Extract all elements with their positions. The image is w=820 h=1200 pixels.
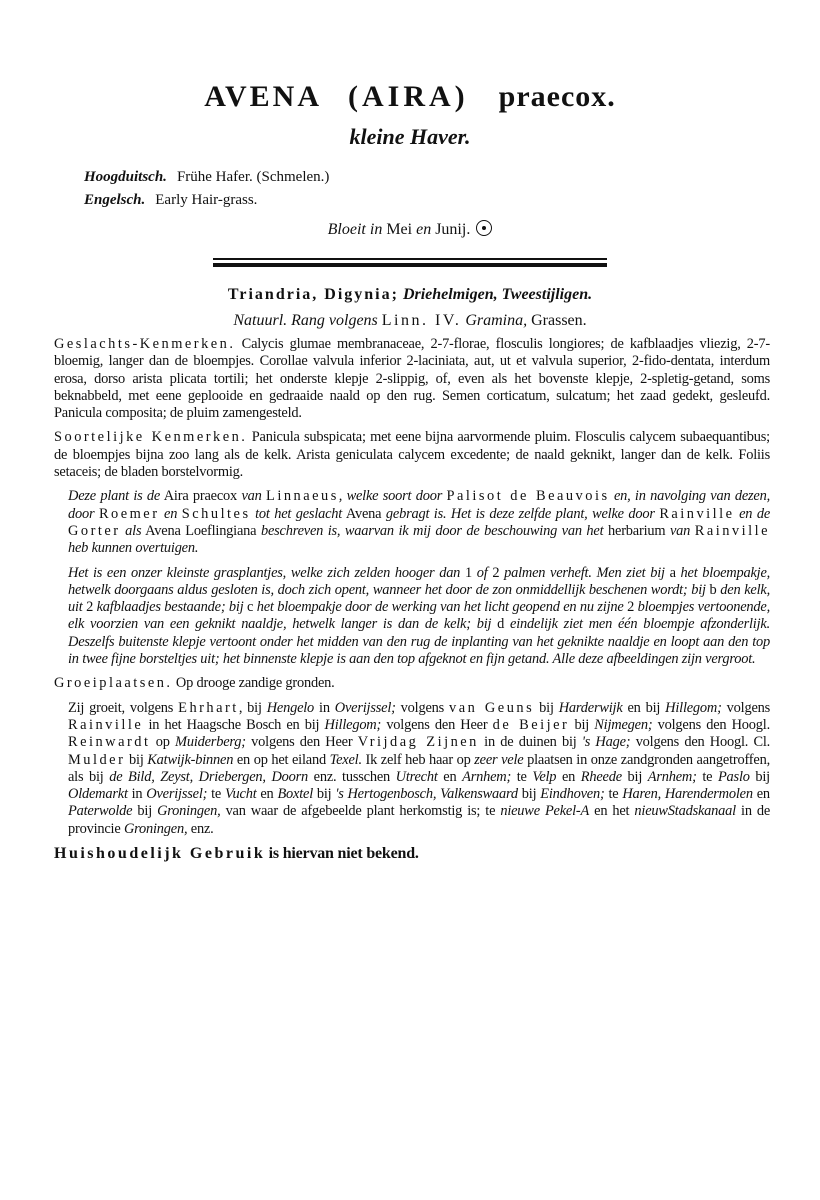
localities-paragraph: Zij groeit, volgens Ehrhart, bij Hengelo in Overijssel; volgens van Geuns bij Harderwijk en bij Hillegom; volgens Rainville in het Haagsche Bosch en bij Hillegom; volgens den Heer de Beijer bij Nijmegen; volgens den Hoogl. Reinwardt op Muiderberg; volgens den Heer Vrijdag Zijnen in de duinen bij 's Hage; volgens den Hoogl. Cl. Mulder bij Katwijk-binnen en op het eiland Texel. Ik zelf heb haar op zeer vele plaatsen in onze zandgronden aangetroffen, als bij de Bild, Zeyst, Driebergen, Doorn enz. tusschen Utrecht en Arnhem; te Velp en Rheede bij Arnhem; te Paslo bij Oldemarkt in Overijssel; te Vucht en Boxtel bij 's Hertogenbosch, Valkenswaard bij Eindhoven; te Haren, Harendermolen en Paterwolde bij Groningen, van waar de afgebeelde plant herkomstig is; te nieuwe Pekel-A en het nieuwStadskanaal in de provincie Groningen, enz. xyxy=(68,699,771,837)
classification-line: Triandria, Digynia; Driehelmigen, Tweestijligen. xyxy=(227,286,593,303)
page-title xyxy=(0,80,820,114)
genus-characters: Geslachts-Kenmerken. Calycis glumae membranaceae, 2-7-florae, flosculis longiores; de kafblaadjes vliezig, 2-7-bloemig, langer dan de bloempjes. Corollae valvula inferior 2-laciniata, aut, ut et valvula superior, 2-fido-dentata, interdum erosa, dorso arista plicata tortili; het onderste klepje 2-slippig, of, even als het bovenste klepje, 2-spletig-getand, soms beknabbeld, met eene geplooide en gedraaide naald op den rug. Semen corticatum, sulcatum; het zaad gedekt, gesleufd. Panicula composita; de pluim zamengesteld. xyxy=(54,336,770,422)
section-heading: Huishoudelijk Gebruik xyxy=(54,845,266,863)
annual-sun-icon xyxy=(476,220,492,236)
common-name-english: Engelsch. Early Hair-grass. xyxy=(84,192,258,208)
household-use: Huishoudelijk Gebruik is hiervan niet bekend. xyxy=(54,845,419,863)
common-names xyxy=(84,166,329,212)
title-species: praecox. xyxy=(498,80,616,113)
synonymy-paragraph: Deze plant is de Aira praecox van Linnaeus, welke soort door Palisot de Beauvois en, in navolging van dezen, door Roemer en Schultes tot het geslacht Avena gebragt is. Het is deze zelfde plant, welke door Rainville en de Gorter als Avena Loeflingiana beschreven is, waarvan ik mij door de beschouwing van het herbarium van Rainville heb kunnen overtuigen. xyxy=(68,488,771,557)
section-heading: Soortelijke Kenmerken. xyxy=(54,429,248,446)
flowering-period: Bloeit in Mei en Junij. xyxy=(0,220,820,239)
title-genus: AVENA xyxy=(204,80,322,113)
section-heading: Groeiplaatsen. xyxy=(54,675,173,692)
title-subgenus: (AIRA) xyxy=(348,80,469,113)
common-name-german: Hoogduitsch. Frühe Hafer. (Schmelen.) xyxy=(84,169,330,185)
divider-thin xyxy=(213,258,607,260)
natural-rank-line: Natuurl. Rang volgens Linn. IV. Gramina, Grassen. xyxy=(233,312,587,329)
species-characters: Soortelijke Kenmerken. Panicula subspicata; met eene bijna aarvormende pluim. Flosculis calycem subaequantibus; de bloempjes bijna zoo lang als de kelk. Arista geniculata calycem excedente; de naald geknikt, langer dan de kelk. Foliis setaceis; de bladen borstelvormig. xyxy=(54,429,770,481)
habitat: Groeiplaatsen. Op drooge zandige gronden. xyxy=(54,675,335,692)
figure-description-paragraph: Het is een onzer kleinste grasplantjes, welke zich zelden hooger dan 1 of 2 palmen verheft. Men ziet bij a het bloempakje, hetwelk doorgaans aldus gesloten is, doch zich opent, wanneer het door de zon onmiddellijk beschenen wordt; bij b den kelk, uit 2 kafblaadjes bestaande; bij c het bloempakje door de werking van het licht geopend en nu zijne 2 bloempjes vertoonende, elk voorzien van een geknikt naaldje, hetwelk langer is dan de kelk; bij d eindelijk ziet men één bloempje afzonderlijk. Deszelfs buitenste klepje vertoont onder het midden van den rug de inplanting van het geknikte naaldje en loopt aan den top in twee fijne borsteltjes uit; het binnenste klepje is aan den top afgeknot en fijn getand. Alle deze afbeeldingen zijn vergroot. xyxy=(68,564,771,668)
document-body xyxy=(54,336,770,870)
section-heading: Geslachts-Kenmerken. xyxy=(54,336,236,352)
divider-thick xyxy=(213,263,607,267)
page-subtitle: kleine Haver. xyxy=(349,124,471,149)
